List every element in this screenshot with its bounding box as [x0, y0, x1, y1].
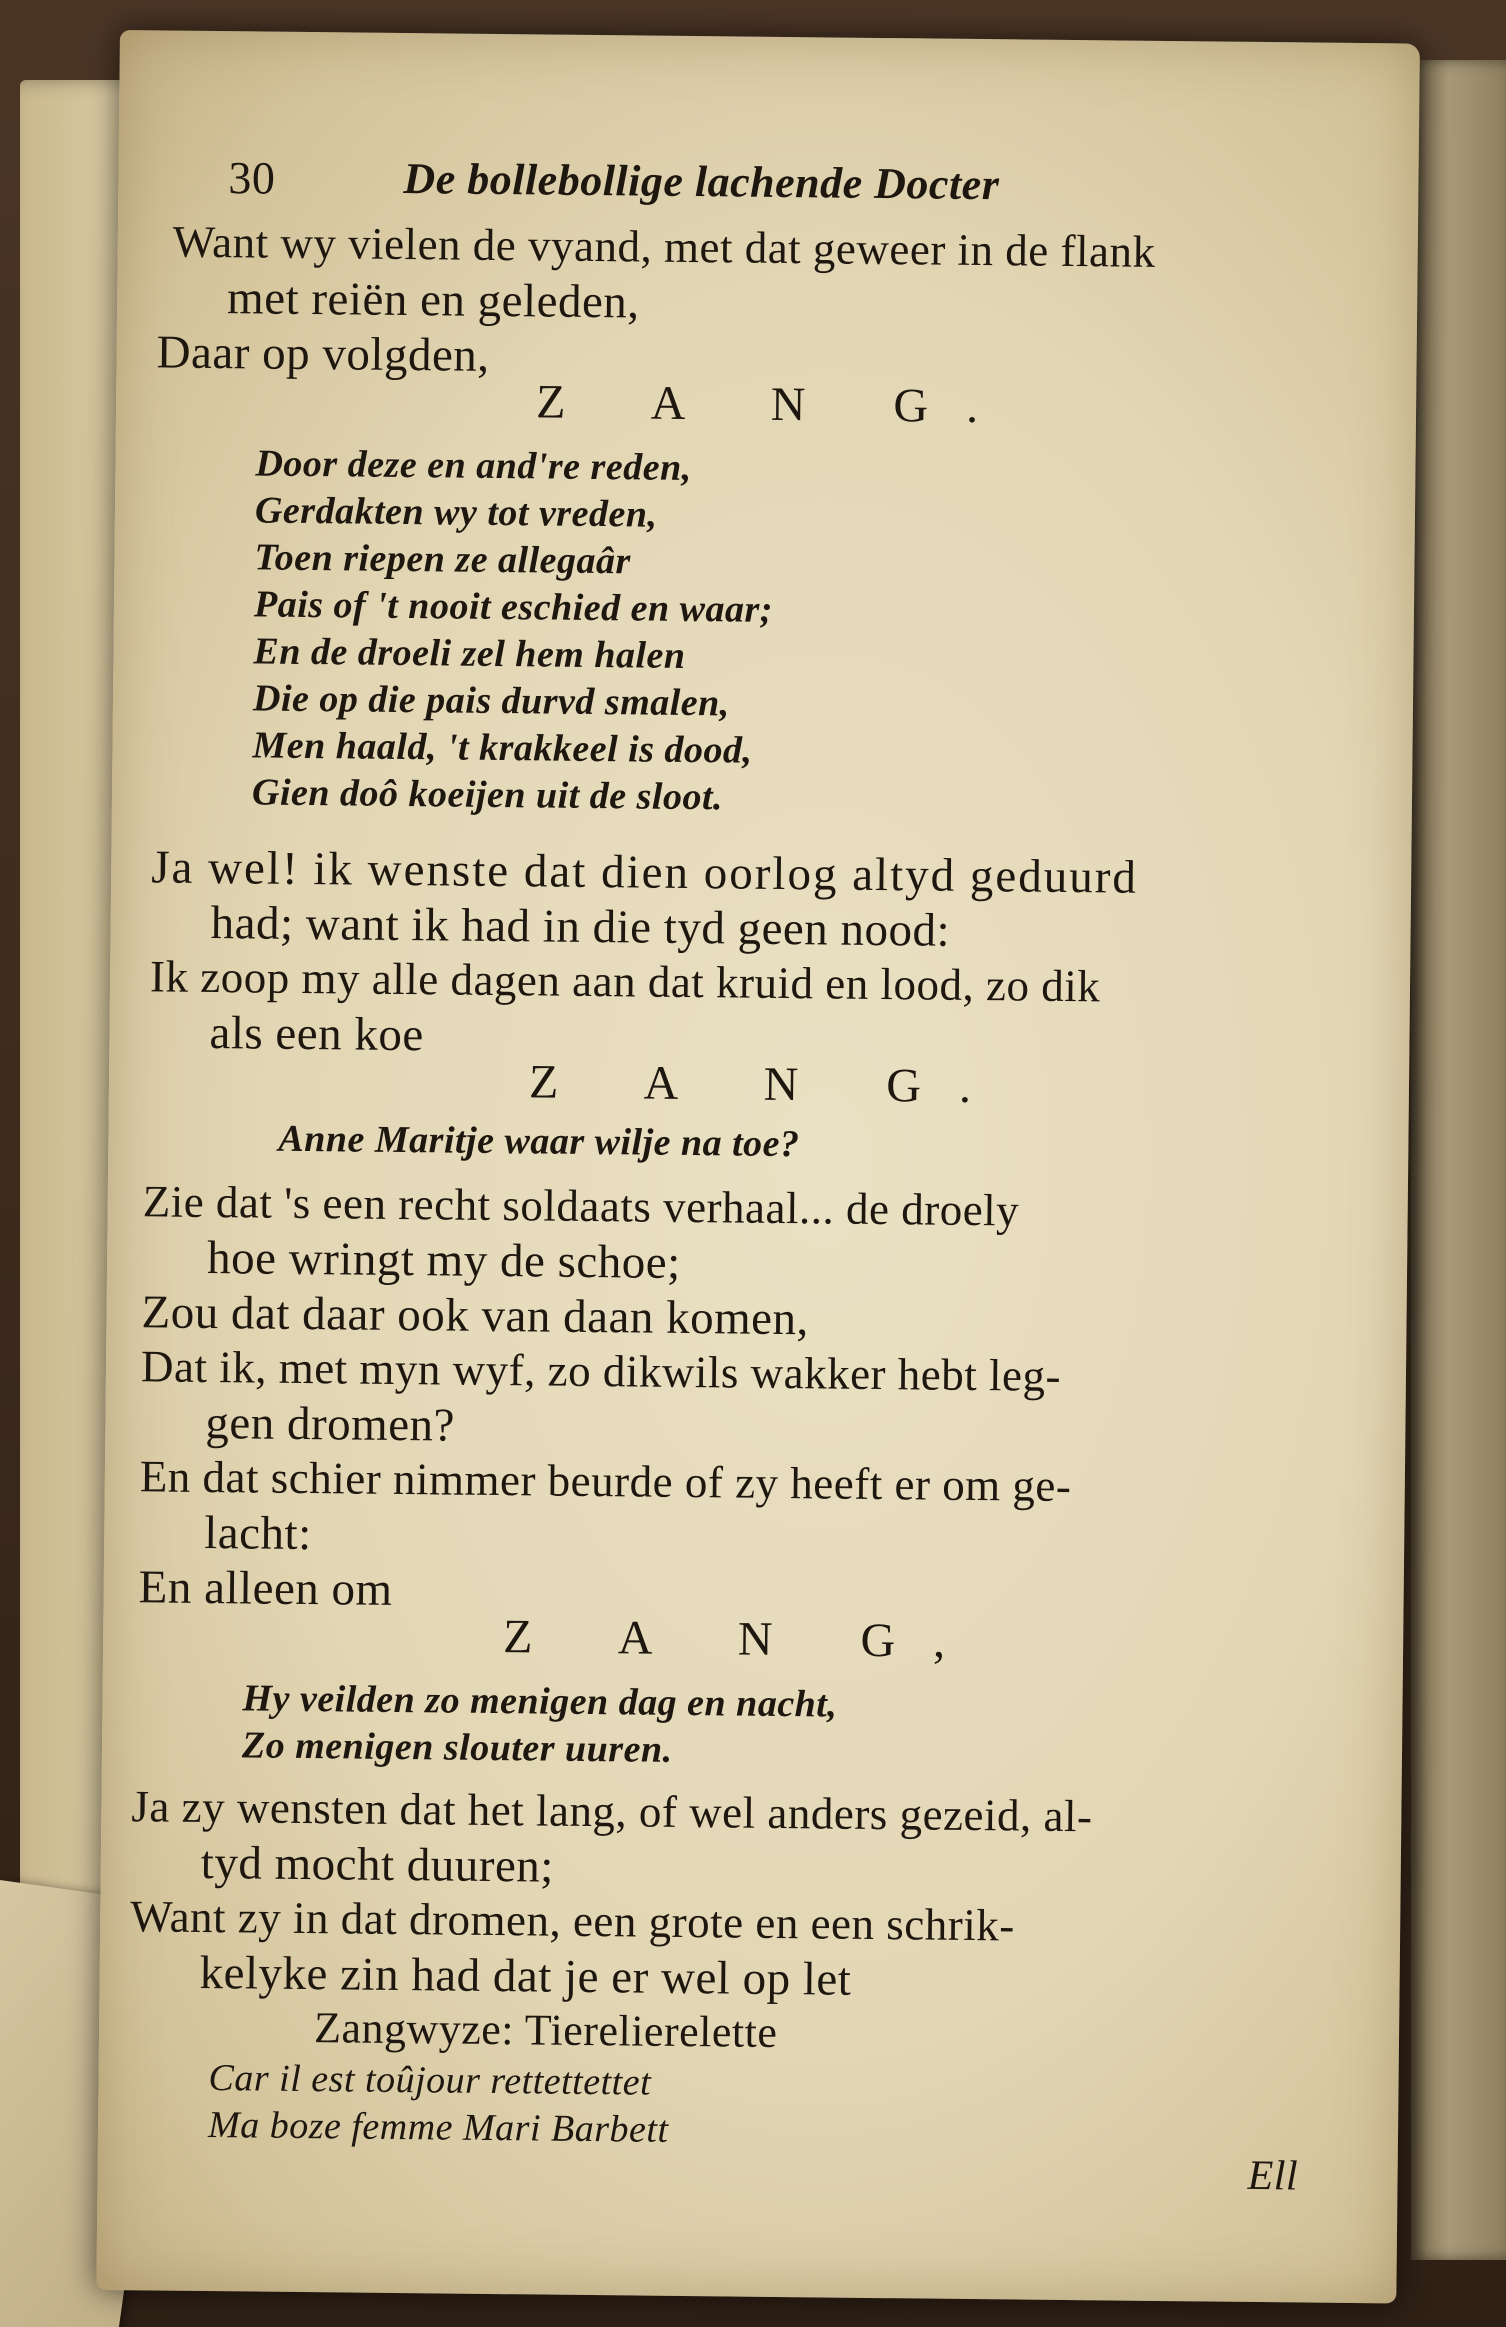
section-heading-zang: Z A N G, — [502, 1610, 984, 1669]
text-line: lacht: — [203, 1506, 312, 1561]
catchword: Ell — [1247, 2152, 1299, 2200]
verse-line: Door deze en and're reden, — [255, 442, 692, 490]
page-number: 30 — [228, 152, 276, 204]
text-line: had; want ik had in die tyd geen nood: — [210, 896, 951, 957]
text-line: Zie dat 's een recht soldaats verhaal... de droely — [142, 1176, 1020, 1236]
text-line: Ja zy wensten dat het lang, of wel anders gezeid, al- — [131, 1781, 1093, 1842]
text-line: met reiën en geleden, — [226, 272, 640, 329]
page-text — [96, 30, 1420, 2303]
verse-line: Toen riepen ze allegaâr — [254, 536, 632, 583]
text-line: hoe wringt my de schoe; — [206, 1231, 681, 1289]
verse-line: Die op die pais durvd smalen, — [252, 677, 731, 725]
verse-line: Ma boze femme Mari Barbett — [207, 2104, 669, 2151]
verse-line: Hy veilden zo menigen dag en nacht, — [242, 1677, 838, 1726]
verse-line: Gerdakten wy tot vreden, — [254, 489, 658, 536]
text-line: Ja wel! ik wenste dat dien oorlog altyd geduurd — [150, 841, 1139, 904]
text-line: als een koe — [209, 1006, 425, 1062]
text-line: Dat ik, met myn wyf, zo dikwils wakker hebt leg- — [140, 1341, 1062, 1401]
text-line: En alleen om — [138, 1561, 393, 1616]
text-line: Ik zoop my alle dagen aan dat kruid en lood, zo dik — [149, 951, 1101, 1012]
text-line: tyd mocht duuren; — [200, 1836, 555, 1893]
text-line: kelyke zin had dat je er wel op let — [199, 1946, 852, 2006]
verse-line: Anne Maritje waar wilje na toe? — [278, 1117, 800, 1166]
tune-line: Zangwyze: Tierelierelette — [313, 2003, 778, 2057]
section-heading-zang: Z A N G. — [535, 375, 1017, 434]
book-page — [96, 30, 1420, 2303]
text-line: Want zy in dat dromen, een grote en een schrik- — [129, 1891, 1016, 1951]
verse-line: En de droeli zel hem halen — [253, 630, 686, 677]
text-line: En dat schier nimmer beurde of zy heeft er om ge- — [139, 1451, 1072, 1512]
next-page-edge — [1411, 60, 1506, 2260]
verse-line: Pais of 't nooit eschied en waar; — [253, 583, 774, 631]
text-line: gen dromen? — [205, 1396, 456, 1452]
text-line: Zou dat daar ook van daan komen, — [141, 1286, 810, 1346]
text-line: Daar op volgden, — [156, 326, 490, 382]
verse-line: Car il est toûjour rettettettet — [208, 2057, 652, 2104]
verse-line: Men haald, 't krakkeel is dood, — [252, 724, 753, 772]
section-heading-zang: Z A N G. — [528, 1055, 1010, 1114]
verse-line: Zo menigen slouter uuren. — [241, 1724, 673, 1771]
text-line: Want wy vielen de vyand, met dat geweer in de flank — [172, 216, 1156, 277]
verse-line: Gien doô koeijen uit de sloot. — [251, 771, 724, 819]
running-title: De bollebollige lachende Docter — [403, 153, 1000, 210]
